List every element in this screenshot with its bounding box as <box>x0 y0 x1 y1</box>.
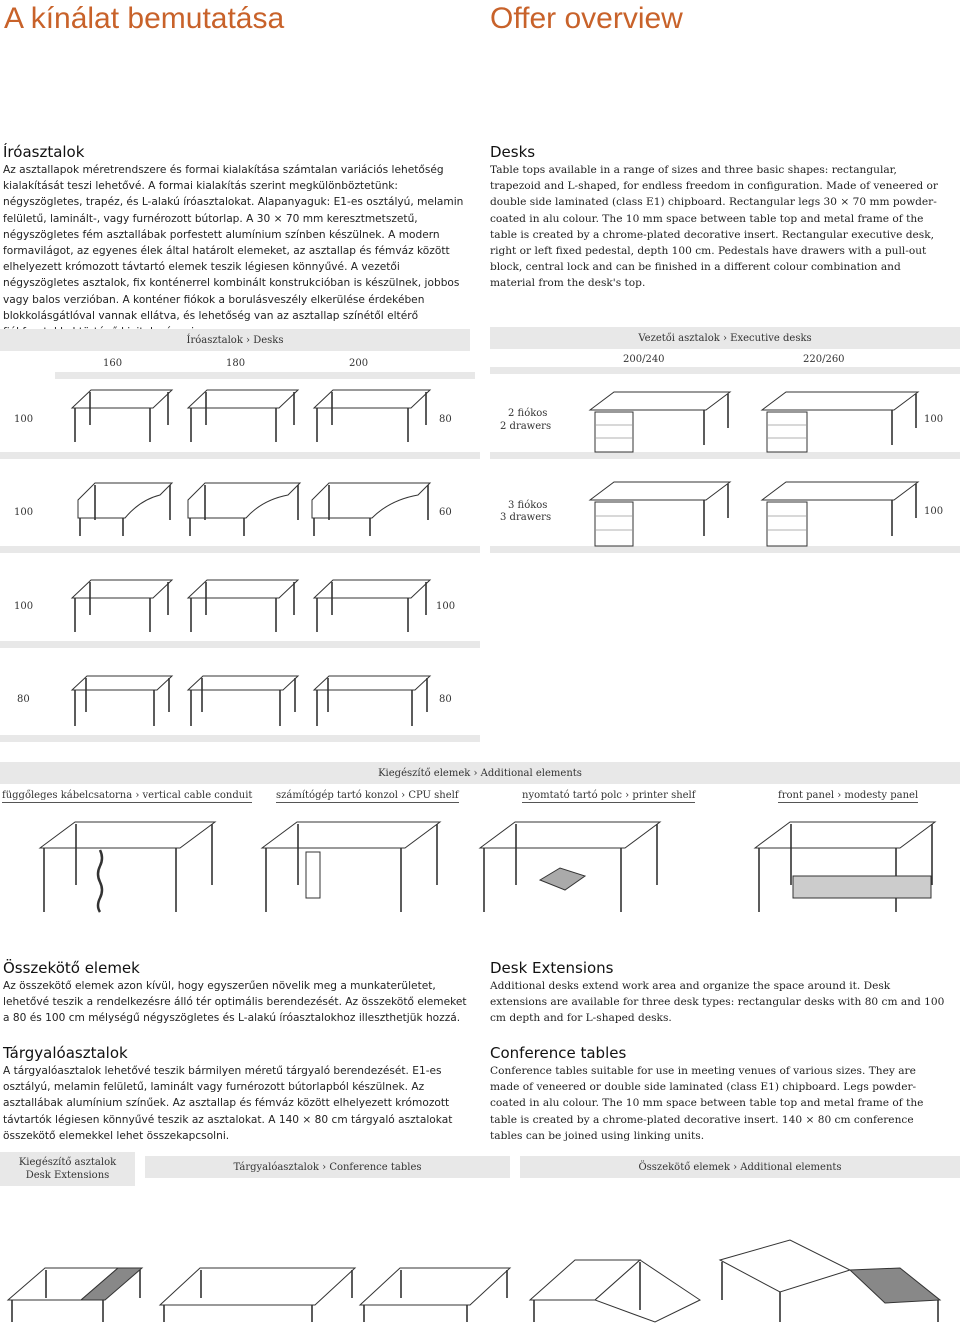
drawers-label-en: 3 drawers <box>500 512 552 523</box>
desk-extensions-bar-hu: Kiegészítő asztalok <box>18 1157 117 1168</box>
desk-extension-icon <box>8 1268 142 1322</box>
extensions-body-en: Additional desks extend work area and organize the space around it. Desk extensions are available for three desk types: rectangular desks with 80 cm and 100 cm depth and for L-shaped desks. <box>490 980 945 1025</box>
element-label-cable-conduit: függőleges kábelcsatorna › vertical cable conduit <box>2 790 253 801</box>
drawers-label-en: 2 drawers <box>500 421 552 432</box>
conference-heading-hu: Tárgyalóasztalok <box>3 1044 128 1062</box>
conference-table-icon <box>160 1268 355 1322</box>
depth-label: 100 <box>14 507 34 518</box>
depth-label: 100 <box>924 414 944 425</box>
desks-heading-hu: Íróasztalok <box>3 143 85 161</box>
desks-bar: Íróasztalok › Desks <box>0 329 470 351</box>
width-label: 180 <box>226 358 246 369</box>
depth-label: 100 <box>436 601 456 612</box>
linking-elements-bar: Összekötő elemek › Additional elements <box>520 1156 960 1178</box>
extensions-heading-en: Desk Extensions <box>490 959 614 977</box>
width-label: 200/240 <box>623 354 665 365</box>
conference-tables-bar: Tárgyalóasztalok › Conference tables <box>145 1156 510 1178</box>
conference-body-en: Conference tables suitable for use in meeting venues of various sizes. They are made of veneered or double side laminated (class E1) chipboard. Legs powder-coated in alu colour. The 10 mm space between table top and metal frame of the table is created by a chrome-plated decorative insert. 140 × 80 cm conference tables can be joined using linking units. <box>490 1065 924 1142</box>
width-label: 200 <box>349 358 369 369</box>
depth-label: 100 <box>14 601 34 612</box>
depth-label: 80 <box>439 414 452 425</box>
depth-label: 80 <box>17 694 30 705</box>
drawers-label-hu: 3 fiókos <box>508 500 548 511</box>
depth-label: 60 <box>439 507 452 518</box>
page-title-hu: A kínálat bemutatása <box>4 2 285 35</box>
additional-elements-bar: Kiegészítő elemek › Additional elements <box>0 762 960 784</box>
drawers-label-hu: 2 fiókos <box>508 408 548 419</box>
desks-body-hu: Az asztallapok méretrendszere és formai kialakítása számtalan variációs lehetőség kialakítását teszi lehetővé. A formai kialakítás szerint megkülönböztetünk: négyszögletes, trapéz, és L-alakú íróasztalokat. Alapanyaguk: E1-es osztályú, melamin felületű, laminált-, vagy furnérozott bútorlap. A 30 × 70 mm keresztmetszetű, négyszögletes fém asztallábak porfestett alumínium színben készülnek. A modern formavilágot, az egyenes élek által határolt elemeket, az asztallap és fémváz között elhelyezett krómozott távtartó elemek teszik légiesen könnyűvé. A vezetői négyszögletes asztalok, fix konténerrel kombinált konstrukcióban is készülnek, jobbos vagy balos verzióban. A konténer fiókok a borulásveszély elkerülése érdekében blokkolásgátlóval vannak ellátva, és lehetőség van az asztallap színétől eltérő <box>3 164 464 322</box>
width-label: 220/260 <box>803 354 845 365</box>
depth-label: 100 <box>14 414 34 425</box>
conference-table-icon <box>360 1268 510 1322</box>
depth-label: 80 <box>439 694 452 705</box>
element-label-printer-shelf: nyomtató tartó polc › printer shelf <box>522 790 696 801</box>
conference-body-hu: A tárgyalóasztalok lehetővé teszik bármilyen méretű tárgyaló berendezését. E1-es osztályú, melamin felületű, laminált vagy furnérozott bútorlapból készülnek. Az asztallábak alumínium színűek. Az asztallap és fémváz között elhelyezett krómozott távtartók légiesen könnyűvé teszik az asztalokat. A 140 × 80 cm tárgyaló asztalokat összekötő elemekkel lehet összekapcsolni. <box>3 1065 453 1142</box>
width-label: 160 <box>103 358 123 369</box>
desks-heading-en: Desks <box>490 143 536 161</box>
extensions-heading-hu: Összekötő elemek <box>3 959 140 977</box>
linking-element-icon <box>530 1260 700 1322</box>
depth-label: 100 <box>924 506 944 517</box>
element-label-modesty-panel: front panel › modesty panel <box>778 790 919 801</box>
linking-element-icon <box>720 1240 940 1322</box>
executive-bar: Vezetői asztalok › Executive desks <box>490 327 960 349</box>
desks-body-en: Table tops available in a range of sizes and three basic shapes: rectangular, trapezoid and L-shaped, for endless freedom in configuration. Made of veneered or double side laminated (class E1) chipboard. Rectangular legs 30 × 70 mm powder-coated in alu colour. The 10 mm space between table top and metal frame of the table is created by a chrome-plated decorative insert. Rectangular executive desk, right or left fixed pedestal, depth 100 cm. Pedestals have drawers with a pull-out block, central lock and can be finished in a different colour combination and material from the desk's top. <box>490 164 938 290</box>
conference-heading-en: Conference tables <box>490 1044 627 1062</box>
desk-extensions-bar-en: Desk Extensions <box>25 1170 110 1181</box>
page-title-en: Offer overview <box>490 2 683 35</box>
element-label-cpu-shelf: számítógép tartó konzol › CPU shelf <box>276 790 459 801</box>
extensions-body-hu: Az összekötő elemek azon kívül, hogy egyszerűen növelik meg a munkaterületet, lehetővé teszik a rendelkezésre álló tér optimális berendezését. Az összekötő elemeket a 80 és 100 cm mélységű négyszögletes és L-alakú íróasztalokhoz illeszthetjük hozzá. <box>3 980 467 1025</box>
